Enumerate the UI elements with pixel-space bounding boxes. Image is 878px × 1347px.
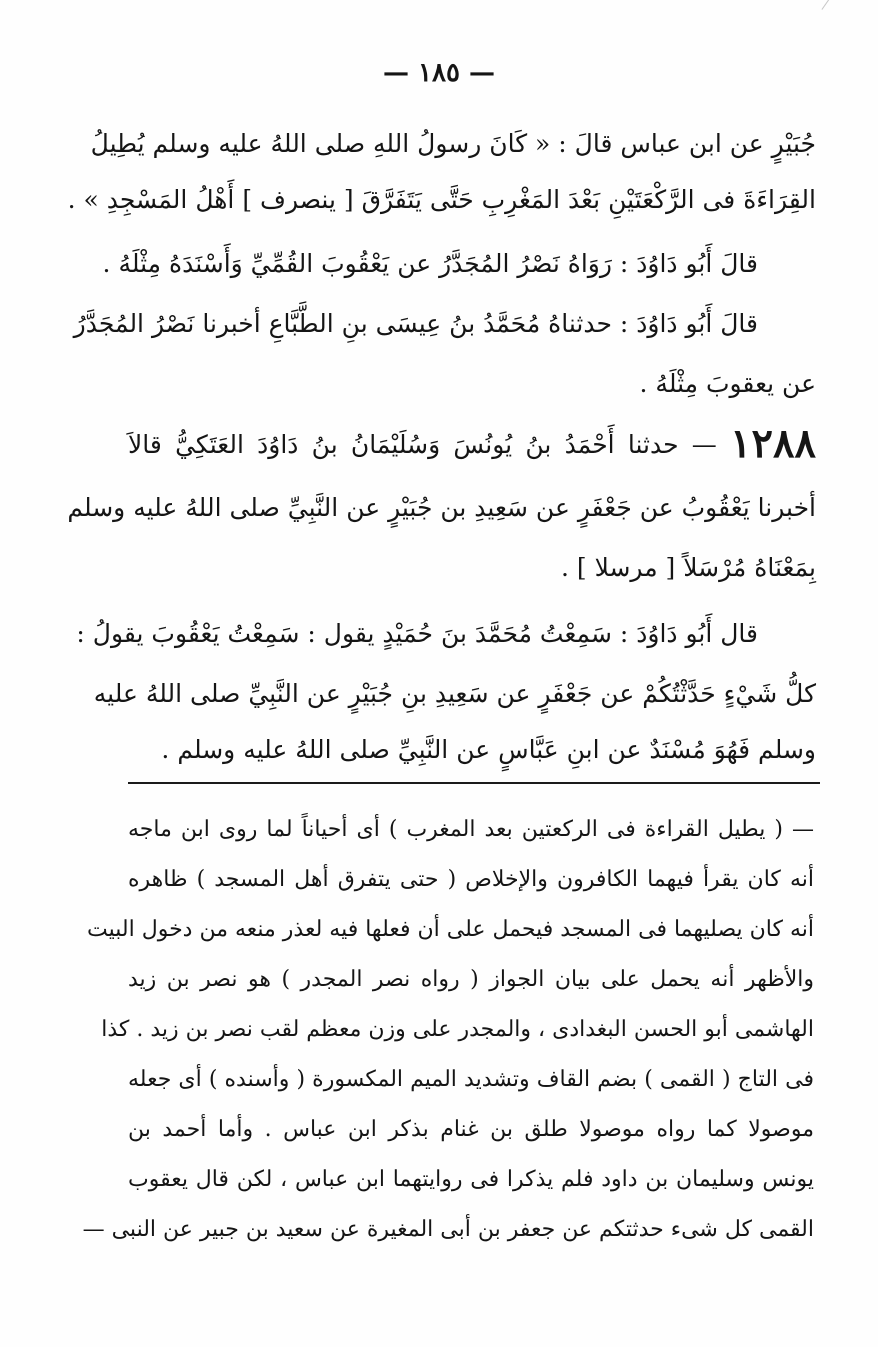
scan-corner-mark [821, 0, 878, 33]
text-line: القِرَاءَةَ فى الرَّكْعَتَيْنِ بَعْدَ المَغْرِبِ حَتَّى يَتَفَرَّقَ [ ينصرف ] أَهْلُ المَسْجِدِ » . [67, 185, 816, 214]
hadith-heading-text: — حدثنا أَحْمَدُ بنُ يُونُسَ وَسُلَيْمَانُ بنُ دَاوُدَ العَتَكِيُّ قالاَ [128, 430, 717, 459]
text-line: قالَ أَبُو دَاوُدَ : رَوَاهُ نَصْرُ المُجَدَّرُ عن يَعْقُوبَ القُمِّيِّ وَأَسْنَدَهُ مِثْلَهُ . [102, 249, 758, 278]
text-line: قالَ أَبُو دَاوُدَ : حدثناهُ مُحَمَّدُ بنُ عِيسَى بنِ الطَّبَّاعِ أخبرنا نَصْرُ المُجَدَّرُ [73, 309, 758, 338]
footnote-line: أنه كان يقرأ فيهما الكافرون والإخلاص ( حتى يتفرق أهل المسجد ) ظاهره [128, 867, 814, 892]
text-line: قال أَبُو دَاوُدَ : سَمِعْتُ مُحَمَّدَ بنَ حُمَيْدٍ يقول : سَمِعْتُ يَعْقُوبَ يقولُ : [76, 619, 758, 648]
footnote-line: الهاشمى أبو الحسن البغدادى ، والمجدر على وزن معظم لقب نصر بن زيد . كذا [101, 1017, 814, 1042]
text-line: كلُّ شَيْءٍ حَدَّثْتُكُمْ عن جَعْفَرٍ عن سَعِيدِ بنِ جُبَيْرٍ عن النَّبِيِّ صلى اللهُ عليه [93, 679, 816, 708]
footnote-line: أنه كان يصليهما فى المسجد فيحمل على أن فعلها فيه لعذر منعه من دخول البيت [87, 917, 814, 942]
text-line: وسلم فَهُوَ مُسْنَدٌ عن ابنِ عَبَّاسٍ عن النَّبِيِّ صلى اللهُ عليه وسلم . [161, 735, 816, 764]
hadith-number: ١٢٨٨ [730, 420, 816, 467]
text-line: بِمَعْنَاهُ مُرْسَلاً [ مرسلا ] . [560, 553, 816, 582]
footnote-line: يونس وسليمان بن داود فلم يذكرا فى روايتهما ابن عباس ، لكن قال يعقوب [128, 1167, 814, 1192]
text-line: جُبَيْرٍ عن ابن عباس قالَ : « كَانَ رسولُ اللهِ صلى اللهُ عليه وسلم يُطِيلُ [90, 129, 816, 158]
footnote-line: موصولا كما رواه موصولا طلق بن غنام بذكر ابن عباس . وأما أحمد بن [128, 1117, 814, 1142]
footnote-separator [128, 782, 820, 784]
text-line: عن يعقوبَ مِثْلَهُ . [639, 369, 816, 398]
page-number: — ١٨٥ — [382, 58, 496, 88]
hadith-heading-line [128, 418, 816, 470]
footnote-line: — ( يطيل القراءة فى الركعتين بعد المغرب ) أى أحياناً لما روى ابن ماجه [128, 817, 814, 842]
footnote-line: فى التاج ( القمى ) بضم القاف وتشديد الميم المكسورة ( وأسنده ) أى جعله [128, 1067, 814, 1092]
footnote-line: والأظهر أنه يحمل على بيان الجواز ( رواه نصر المجدر ) هو نصر بن زيد [128, 967, 814, 992]
footnote-line: القمى كل شىء حدثتكم عن جعفر بن أبى المغيرة عن سعيد بن جبير عن النبى — [82, 1217, 814, 1242]
text-line: أخبرنا يَعْقُوبُ عن جَعْفَرٍ عن سَعِيدِ بن جُبَيْرٍ عن النَّبِيِّ صلى اللهُ عليه وسلم [67, 493, 816, 522]
